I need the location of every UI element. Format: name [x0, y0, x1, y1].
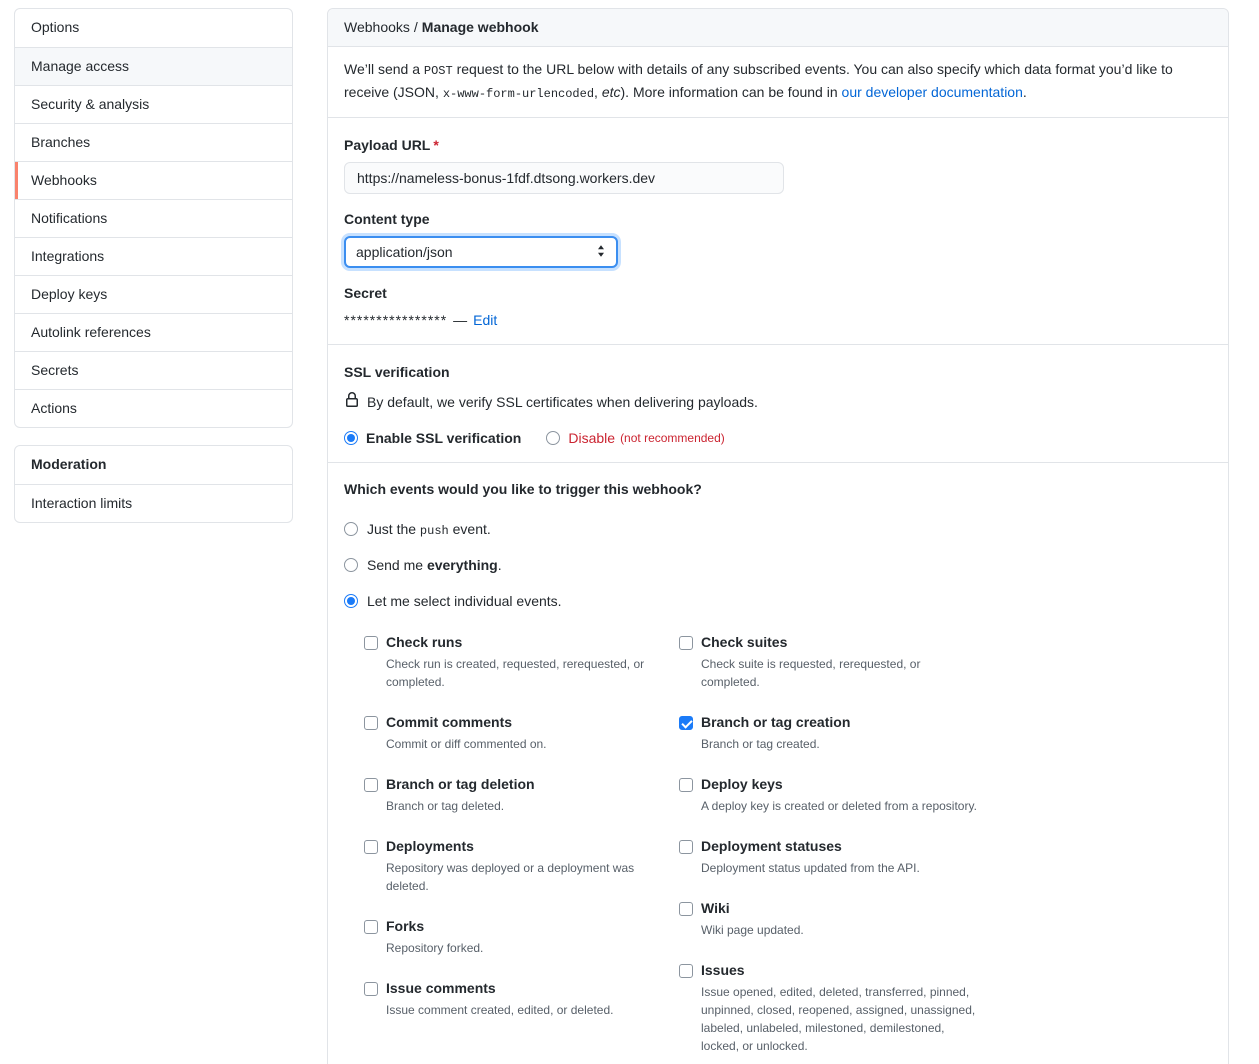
event-head	[679, 775, 994, 794]
checkbox-check-suites[interactable]	[679, 636, 693, 650]
sidebar-item-secrets[interactable]: Secrets	[15, 351, 292, 389]
checkbox-deployment-statuses[interactable]	[679, 840, 693, 854]
panel-header	[328, 9, 1228, 47]
enable-ssl-radio[interactable]	[344, 431, 358, 445]
sidebar-item-security-analysis[interactable]: Security & analysis	[15, 85, 292, 123]
event-label: Issues	[701, 962, 745, 978]
checkbox-branch-or-tag-deletion[interactable]	[364, 778, 378, 792]
secret-edit-link[interactable]: Edit	[473, 312, 498, 328]
etc-emphasis: etc	[601, 84, 621, 100]
event-label: Check runs	[386, 634, 463, 650]
payload-url-input[interactable]	[344, 162, 784, 194]
event-item-issue-comments	[364, 979, 679, 1019]
event-description: Commit or diff commented on.	[386, 737, 547, 751]
enable-ssl-option[interactable]	[344, 430, 521, 446]
checkbox-forks[interactable]	[364, 920, 378, 934]
select-caret-icon	[596, 244, 606, 261]
event-checkbox-grid	[364, 633, 994, 1064]
event-description: Wiki page updated.	[701, 923, 804, 937]
everything-bold: everything	[426, 557, 498, 573]
events-question: Which events would you like to trigger this webhook?	[344, 481, 702, 497]
option-text: .	[497, 557, 502, 573]
event-item-deploy-keys	[679, 775, 994, 815]
required-asterisk: *	[433, 137, 439, 153]
event-description: Check run is created, requested, rerequested, or completed.	[386, 657, 645, 689]
manage-webhook-panel	[327, 8, 1229, 1064]
event-label: Wiki	[701, 900, 730, 916]
breadcrumb-separator: /	[413, 19, 418, 35]
event-description: A deploy key is created or deleted from a repository.	[701, 799, 977, 813]
checkbox-check-runs[interactable]	[364, 636, 378, 650]
event-head	[364, 917, 679, 936]
secret-separator-dash: —	[453, 312, 468, 328]
content-type-select[interactable]	[344, 236, 618, 268]
option-text: Send me	[367, 557, 427, 573]
option-send-everything[interactable]	[344, 555, 1212, 575]
intro-text	[344, 59, 1212, 105]
send-everything-radio[interactable]	[344, 558, 358, 572]
event-label: Check suites	[701, 634, 788, 650]
disable-ssl-label: Disable	[568, 430, 616, 446]
settings-nav-moderation	[14, 445, 293, 523]
event-description: Branch or tag deleted.	[386, 799, 505, 813]
event-description: Repository forked.	[386, 941, 484, 955]
event-head	[679, 899, 994, 918]
event-label: Commit comments	[386, 714, 513, 730]
event-head	[679, 633, 994, 652]
event-label: Branch or tag creation	[701, 714, 851, 730]
event-item-deployment-statuses	[679, 837, 994, 877]
event-item-check-runs	[364, 633, 679, 691]
checkbox-wiki[interactable]	[679, 902, 693, 916]
event-description: Issue opened, edited, deleted, transferred, pinned, unpinned, closed, reopened, assigned, unassigned, labeled, unlabeled, milestoned, demilestoned, locked, or unlocked.	[701, 985, 976, 1053]
event-item-issues	[679, 961, 994, 1055]
developer-documentation-link[interactable]: our developer documentation	[841, 84, 1023, 100]
event-item-branch-or-tag-deletion	[364, 775, 679, 815]
event-label: Deployments	[386, 838, 474, 854]
event-head	[679, 961, 994, 980]
event-item-check-suites	[679, 633, 994, 691]
sidebar-item-integrations[interactable]: Integrations	[15, 237, 292, 275]
event-description: Repository was deployed or a deployment was deleted.	[386, 861, 635, 893]
event-item-wiki	[679, 899, 994, 939]
checkbox-commit-comments[interactable]	[364, 716, 378, 730]
event-item-deployments	[364, 837, 679, 895]
event-column-left	[364, 633, 679, 1064]
sidebar-item-branches[interactable]: Branches	[15, 123, 292, 161]
event-item-branch-or-tag-creation	[679, 713, 994, 753]
sidebar-item-actions[interactable]: Actions	[15, 389, 292, 427]
checkbox-deploy-keys[interactable]	[679, 778, 693, 792]
event-head	[364, 837, 679, 856]
intro-text-part: We’ll send a	[344, 61, 424, 77]
sidebar-item-interaction-limits[interactable]: Interaction limits	[15, 484, 292, 522]
event-head	[364, 979, 679, 998]
event-column-right	[679, 633, 994, 1064]
secret-masked-value: ****************	[344, 312, 448, 328]
intro-text-part: request to the URL below with details of any subscribed events. You can also specify which data format you’d like to receive (JSON,	[344, 61, 1173, 100]
event-label: Branch or tag deletion	[386, 776, 535, 792]
breadcrumb-webhooks-link[interactable]: Webhooks	[344, 19, 410, 35]
sidebar-item-autolink-references[interactable]: Autolink references	[15, 313, 292, 351]
event-item-commit-comments	[364, 713, 679, 753]
event-description: Issue comment created, edited, or deleted.	[386, 1003, 614, 1017]
option-text: Let me select individual events.	[367, 593, 562, 609]
sidebar-item-manage-access[interactable]: Manage access	[15, 47, 292, 85]
intro-text-part: ,	[594, 84, 602, 100]
secret-row	[344, 312, 1212, 328]
disable-ssl-radio[interactable]	[546, 431, 560, 445]
event-label: Deployment statuses	[701, 838, 842, 854]
payload-url-label: Payload URL *	[344, 137, 439, 153]
sidebar-item-options[interactable]: Options	[31, 19, 80, 35]
event-head	[364, 633, 679, 652]
checkbox-branch-or-tag-creation[interactable]	[679, 716, 693, 730]
individual-events-radio[interactable]	[344, 594, 358, 608]
sidebar-header-moderation: Moderation	[31, 456, 107, 472]
event-head	[679, 713, 994, 732]
sidebar-item-notifications[interactable]: Notifications	[15, 199, 292, 237]
event-item-forks	[364, 917, 679, 957]
option-text: Just the	[367, 520, 420, 537]
intro-text-part: ). More information can be found in	[620, 84, 842, 100]
disable-ssl-note: (not recommended)	[620, 431, 725, 445]
settings-sidebar	[14, 8, 293, 523]
option-text: event.	[448, 520, 491, 537]
lock-icon	[344, 392, 360, 411]
ssl-verification-title: SSL verification	[344, 364, 450, 380]
ssl-radio-group	[344, 430, 1212, 446]
ssl-note-text: By default, we verify SSL certificates when delivering payloads.	[367, 393, 758, 410]
webhook-form-section	[328, 118, 1228, 345]
event-head	[679, 837, 994, 856]
events-section	[328, 463, 1228, 1064]
checkbox-deployments[interactable]	[364, 840, 378, 854]
sidebar-item-deploy-keys[interactable]: Deploy keys	[15, 275, 292, 313]
enable-ssl-label: Enable SSL verification	[366, 430, 522, 446]
option-just-push[interactable]	[344, 519, 1212, 539]
checkbox-issue-comments[interactable]	[364, 982, 378, 996]
event-head	[364, 775, 679, 794]
event-label: Issue comments	[386, 980, 496, 996]
event-description: Deployment status updated from the API.	[701, 861, 920, 875]
content-type-label: Content type	[344, 211, 430, 227]
event-label: Forks	[386, 918, 425, 934]
ssl-verification-section	[328, 345, 1228, 463]
event-description: Branch or tag created.	[701, 737, 820, 751]
disable-ssl-option[interactable]	[546, 430, 724, 446]
option-individual-events[interactable]	[344, 591, 1212, 611]
ssl-note-row	[344, 392, 1212, 411]
page-title: Manage webhook	[421, 19, 539, 35]
content-type-value: application/json	[356, 244, 453, 260]
post-code: POST	[423, 64, 453, 78]
checkbox-issues[interactable]	[679, 964, 693, 978]
just-push-radio[interactable]	[344, 522, 358, 536]
event-head	[364, 713, 679, 732]
settings-nav-primary	[14, 8, 293, 428]
sidebar-item-webhooks[interactable]: Webhooks	[15, 161, 292, 199]
secret-label: Secret	[344, 285, 387, 301]
push-code: push	[419, 523, 449, 538]
intro-text-part: .	[1022, 84, 1027, 100]
event-description: Check suite is requested, rerequested, or completed.	[701, 657, 921, 689]
intro-section	[328, 47, 1228, 118]
event-label: Deploy keys	[701, 776, 783, 792]
urlencoded-code: x-www-form-urlencoded	[442, 87, 595, 101]
